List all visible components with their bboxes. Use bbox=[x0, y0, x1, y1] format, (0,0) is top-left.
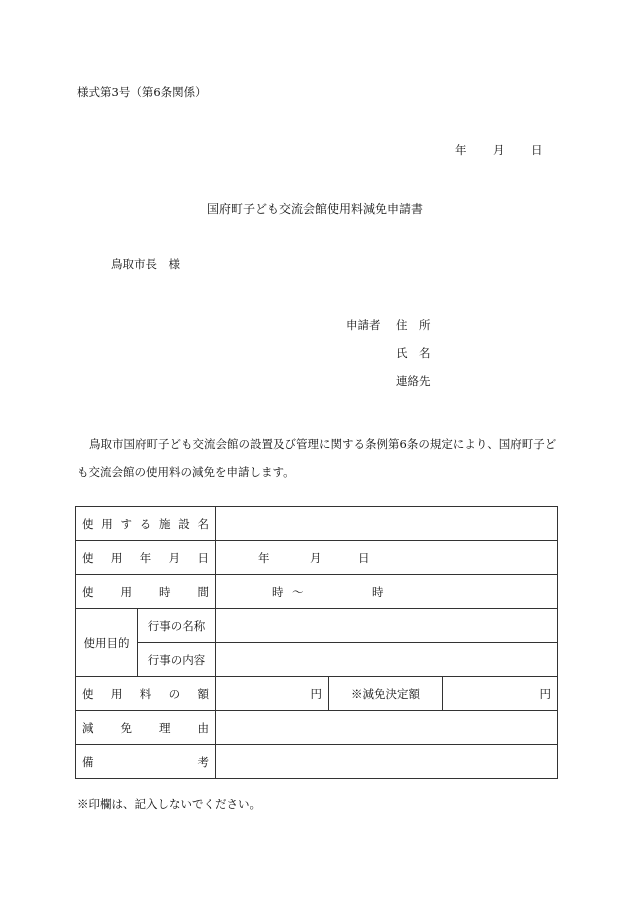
table-row bbox=[76, 541, 558, 575]
contact-label: 連絡先 bbox=[396, 374, 431, 388]
event-content-label: 行事の内容 bbox=[138, 643, 216, 677]
remarks-label: 備 考 bbox=[76, 745, 216, 779]
table-row bbox=[76, 711, 558, 745]
form-number: 様式第3号（第6条関係） bbox=[77, 85, 207, 99]
table-row bbox=[76, 575, 558, 609]
addressee: 鳥取市長 様 bbox=[111, 257, 180, 271]
usage-date-field[interactable]: 年 月 日 bbox=[216, 541, 558, 575]
usage-time-label: 使 用 時 間 bbox=[76, 575, 216, 609]
name-label: 氏 名 bbox=[396, 346, 431, 360]
purpose-label: 使用目的 bbox=[76, 609, 138, 677]
document-title: 国府町子ども交流会館使用料減免申請書 bbox=[206, 202, 423, 216]
date-day-label: 日 bbox=[531, 143, 543, 157]
usage-time-field[interactable]: 時 ～ 時 bbox=[216, 575, 558, 609]
facility-name-label: 使 用 す る 施 設 名 bbox=[76, 507, 216, 541]
date-month-label: 月 bbox=[493, 143, 505, 157]
table-row bbox=[76, 745, 558, 779]
date-year-label: 年 bbox=[455, 143, 467, 157]
reduction-decided-field[interactable]: 円 bbox=[443, 677, 558, 711]
event-name-label: 行事の名称 bbox=[138, 609, 216, 643]
event-name-field[interactable] bbox=[216, 609, 558, 643]
reduction-decided-label: ※減免決定額 bbox=[329, 677, 443, 711]
applicant-label: 申請者 bbox=[346, 318, 381, 332]
table-row bbox=[76, 677, 558, 711]
application-table bbox=[75, 506, 558, 779]
remarks-field[interactable] bbox=[216, 745, 558, 779]
reduction-reason-field[interactable] bbox=[216, 711, 558, 745]
usage-date-label: 使 用 年 月 日 bbox=[76, 541, 216, 575]
event-content-field[interactable] bbox=[216, 643, 558, 677]
date-fields bbox=[455, 142, 543, 158]
fee-amount-field[interactable]: 円 bbox=[216, 677, 329, 711]
table-row bbox=[76, 643, 558, 677]
reduction-reason-label: 減 免 理 由 bbox=[76, 711, 216, 745]
facility-name-field[interactable] bbox=[216, 507, 558, 541]
application-statement: 鳥取市国府町子ども交流会館の設置及び管理に関する条例第6条の規定により、国府町子ども交流会館の使用料の減免を申請します。 bbox=[77, 437, 557, 479]
address-label: 住 所 bbox=[396, 318, 431, 332]
table-row bbox=[76, 609, 558, 643]
footnote: ※印欄は、記入しないでください。 bbox=[77, 797, 261, 811]
table-row bbox=[76, 507, 558, 541]
fee-amount-label: 使 用 料 の 額 bbox=[76, 677, 216, 711]
